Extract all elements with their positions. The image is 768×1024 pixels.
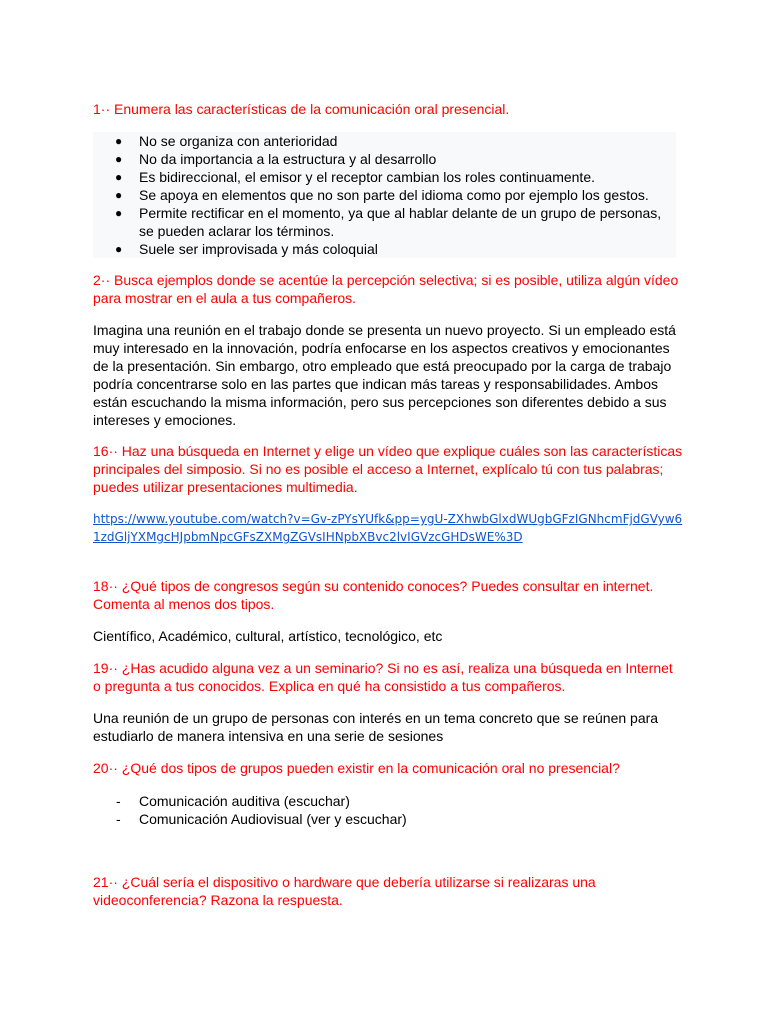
list-item: [93, 168, 676, 186]
answer-19: Una reunión de un grupo de personas con interés en un tema concreto que se reúnen para estudiarlo de manera intensiva en una serie de sesiones: [93, 710, 659, 744]
bullet-icon: ●: [115, 188, 123, 202]
list-item: [93, 792, 653, 810]
list-item-text: Permite rectificar en el momento, ya que al hablar delante de un grupo de personas, se pueden aclarar los términos.: [139, 205, 662, 239]
dash-icon: -: [116, 793, 121, 809]
question-20: 20·· ¿Qué dos tipos de grupos pueden existir en la comunicación oral no presencial?: [93, 760, 620, 776]
answer-20-list: [93, 792, 653, 828]
list-item-text: Suele ser improvisada y más coloquial: [139, 241, 378, 257]
question-19: 19·· ¿Has acudido alguna vez a un seminario? Si no es así, realiza una búsqueda en Internet o pregunta a tus conocidos. Explica en qué ha consistido a tus compañeros.: [93, 660, 673, 694]
bullet-icon: ●: [115, 206, 123, 220]
list-item-text: No da importancia a la estructura y al desarrollo: [139, 151, 437, 167]
bullet-icon: ●: [115, 134, 123, 148]
list-item: [93, 150, 676, 168]
question-16: 16·· Haz una búsqueda en Internet y elige un vídeo que explique cuáles son las características principales del simposio. Si no es posible el acceso a Internet, explícalo tú con tus palabras; puedes utilizar presentaciones multimedia.: [93, 443, 683, 495]
question-18: 18·· ¿Qué tipos de congresos según su contenido conoces? Puedes consultar en internet. Comenta al menos dos tipos.: [93, 578, 654, 612]
list-item: [93, 240, 676, 258]
bullet-icon: ●: [115, 242, 123, 256]
bullet-icon: ●: [115, 152, 123, 166]
question-21: 21·· ¿Cuál sería el dispositivo o hardware que debería utilizarse si realizaras una videoconferencia? Razona la respuesta.: [93, 874, 596, 908]
list-item: [93, 810, 653, 828]
list-item: [93, 204, 676, 240]
answer-18: Científico, Académico, cultural, artístico, tecnológico, etc: [93, 628, 443, 644]
list-item-text: Comunicación auditiva (escuchar): [139, 793, 350, 809]
list-item: [93, 186, 676, 204]
list-item-text: No se organiza con anterioridad: [139, 133, 338, 149]
answer-1-list: [93, 132, 676, 258]
dash-icon: -: [116, 811, 121, 827]
list-item-text: Es bidireccional, el emisor y el receptor cambian los roles continuamente.: [139, 169, 595, 185]
list-item-text: Se apoya en elementos que no son parte del idioma como por ejemplo los gestos.: [139, 187, 649, 203]
answer-2-paragraph: Imagina una reunión en el trabajo donde se presenta un nuevo proyecto. Si un empleado está muy interesado en la innovación, podría enfocarse en los aspectos creativos y emocionantes de la presentación. Sin embargo, otro empleado que está preocupado por la carga de trabajo podría concentrarse solo en las partes que indican más tareas y responsabilidades. Ambos están escuchando la misma información, pero sus percepciones son diferentes debido a sus intereses y emociones.: [93, 322, 676, 428]
question-1: 1·· Enumera las características de la comunicación oral presencial.: [93, 101, 510, 117]
video-link[interactable]: https://www.youtube.com/watch?v=Gv-zPYsYUfk&pp=ygU-ZXhwbGlxdWUgbGFzIGNhcmFjdGVyw61zdGljYXMgcHJpbmNpcGFsZXMgZGVsIHNpbXBvc2lvIGVzcGHDsWE%3D: [93, 512, 683, 544]
list-item: [93, 132, 676, 150]
question-2: 2·· Busca ejemplos donde se acentúe la percepción selectiva; si es posible, utiliza algún vídeo para mostrar en el aula a tus compañeros.: [93, 272, 679, 306]
list-item-text: Comunicación Audiovisual (ver y escuchar): [139, 811, 407, 827]
bullet-icon: ●: [115, 170, 123, 184]
